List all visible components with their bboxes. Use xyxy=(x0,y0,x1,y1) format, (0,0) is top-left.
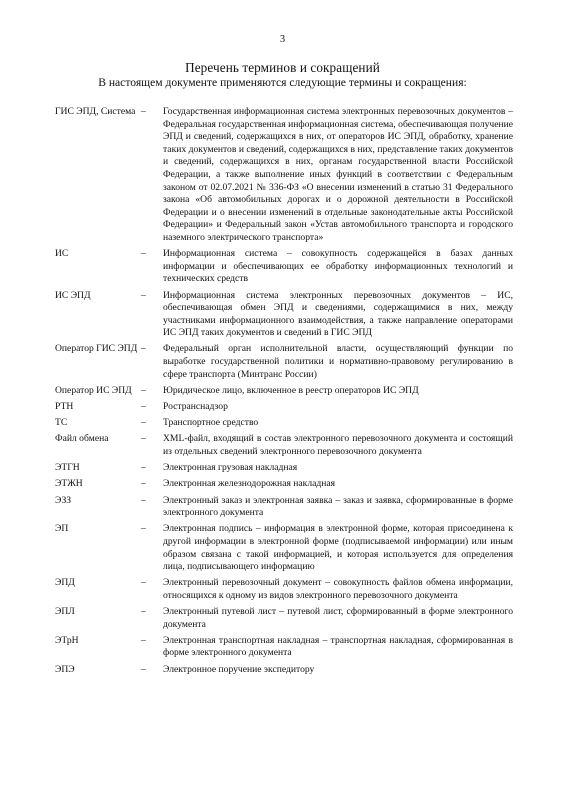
term-dash: – xyxy=(141,663,146,675)
term-definition: Электронное поручение экспедитору xyxy=(163,663,315,675)
page-title: Перечень терминов и сокращений xyxy=(185,60,380,75)
term-definition: Электронный путевой лист – путевой лист, сформированный в форме электронного документа xyxy=(163,606,513,630)
term-row xyxy=(55,664,513,677)
term-definition: Информационная система электронных перевозочных документов – ИС, обеспечивающая обмен ЭПД и сведениями, содержащимися в них, между участниками информационного взаимодействия, а также направление операторами ИС ЭПД таких документов и сведений в ГИС ЭПД xyxy=(163,289,513,339)
term-name: ЭПЭ xyxy=(55,663,75,675)
term-name: ЭТЖН xyxy=(55,478,83,490)
term-dash: – xyxy=(141,577,146,589)
term-name: ИС xyxy=(55,248,69,260)
term-name: ЭТрН xyxy=(55,634,79,646)
term-dash: – xyxy=(141,384,146,396)
intro-text: В настоящем документе применяются следующие термины и сокращения: xyxy=(98,76,467,89)
term-dash: – xyxy=(141,248,146,260)
term-row xyxy=(55,248,513,286)
term-definition: Государственная информационная система электронных перевозочных документов – Федеральная государственная информационная система, обеспечивающая получение ЭПД и сведений, содержащихся в них, от операторов ИС ЭПД, обработку, хранение таких документов и сведений, содержащихся в них, представление таких документов и сведений, содержащихся в них, органам государственной власти Российской Федерации, а также выполнение иных функций в соответствии с Федеральным законом от 02.07.2021 № 336-ФЗ «О внесении изменений в статью 31 Федерального закона «Об автомобильных дорогах и о дорожной деятельности в Российской Федерации и о внесении изменений в отдельные законодательные акты Российской Федерации» и Федеральный закон «Устав автомобильного транспорта и городского наземного электрического транспорта» xyxy=(163,106,513,243)
term-definition: Электронный перевозочный документ – совокупность файлов обмена информации, относящихся к одному из видов электронного перевозочного документа xyxy=(163,577,513,601)
term-row xyxy=(55,635,513,660)
term-dash: – xyxy=(141,106,146,117)
term-name: ИС ЭПД xyxy=(55,289,91,301)
term-definition: Федеральный орган исполнительной власти, осуществляющий функции по выработке государственной политики и нормативно-правовому регулированию в сфере транспорта (Минтранс России) xyxy=(163,343,513,380)
term-dash: – xyxy=(141,289,146,301)
term-row xyxy=(55,290,513,340)
term-name: ГИС ЭПД, Система xyxy=(55,106,136,117)
term-definition: Электронная грузовая накладная xyxy=(163,462,298,474)
term-definition: Электронная транспортная накладная – транспортная накладная, сформированная в форме электронного документа xyxy=(163,634,513,659)
term-row xyxy=(55,523,513,573)
term-dash: – xyxy=(141,634,146,646)
term-row xyxy=(55,462,513,475)
term-row xyxy=(55,385,513,398)
term-dash: – xyxy=(141,523,146,535)
term-dash: – xyxy=(141,401,146,413)
term-dash: – xyxy=(141,433,146,445)
term-row xyxy=(55,417,513,430)
term-name: Файл обмена xyxy=(55,433,109,445)
term-name: ЭЗЗ xyxy=(55,494,72,506)
term-row xyxy=(55,433,513,458)
term-row xyxy=(55,106,513,245)
term-definition: Электронная подпись – информация в электронной форме, которая присоединена к другой информации в электронной форме (подписываемой информации) или иным образом связана с такой информацией, и которая используется для определения лица, подписывающего информацию xyxy=(163,523,513,573)
term-row xyxy=(55,606,513,631)
term-dash: – xyxy=(141,417,146,429)
term-name: ЭП xyxy=(55,523,69,535)
term-dash: – xyxy=(141,494,146,506)
term-row xyxy=(55,495,513,520)
term-dash: – xyxy=(141,606,146,618)
term-name: ЭПЛ xyxy=(55,606,75,618)
term-dash: – xyxy=(141,462,146,474)
term-definition: Электронная железнодорожная накладная xyxy=(163,478,336,490)
term-definition: Электронный заказ и электронная заявка – заказ и заявка, сформированные в форме электронного документа xyxy=(163,494,513,519)
term-row xyxy=(55,343,513,381)
term-name: Оператор ГИС ЭПД xyxy=(55,343,138,355)
term-dash: – xyxy=(141,343,146,355)
term-definition: Юридическое лицо, включенное в реестр операторов ИС ЭПД xyxy=(163,384,419,396)
term-definition: Ространснадзор xyxy=(163,401,228,413)
term-name: ЭПД xyxy=(55,577,75,589)
term-dash: – xyxy=(141,478,146,490)
term-name: Оператор ИС ЭПД xyxy=(55,384,132,396)
term-name: РТН xyxy=(55,401,74,413)
term-row xyxy=(55,401,513,414)
term-definition: Транспортное средство xyxy=(163,417,259,429)
term-name: ЭТГН xyxy=(55,462,80,474)
term-row xyxy=(55,577,513,602)
term-row xyxy=(55,478,513,491)
term-definition: XML-файл, входящий в состав электронного перевозочного документа и состоящий из отдельных сведений электронного перевозочного документа xyxy=(163,433,513,457)
terms-list xyxy=(55,106,513,680)
page-number: 3 xyxy=(279,34,286,45)
term-definition: Информационная система – совокупность содержащейся в базах данных информации и обеспечивающих ее обработку информационных технологий и технических средств xyxy=(163,248,513,285)
term-name: ТС xyxy=(55,417,68,429)
